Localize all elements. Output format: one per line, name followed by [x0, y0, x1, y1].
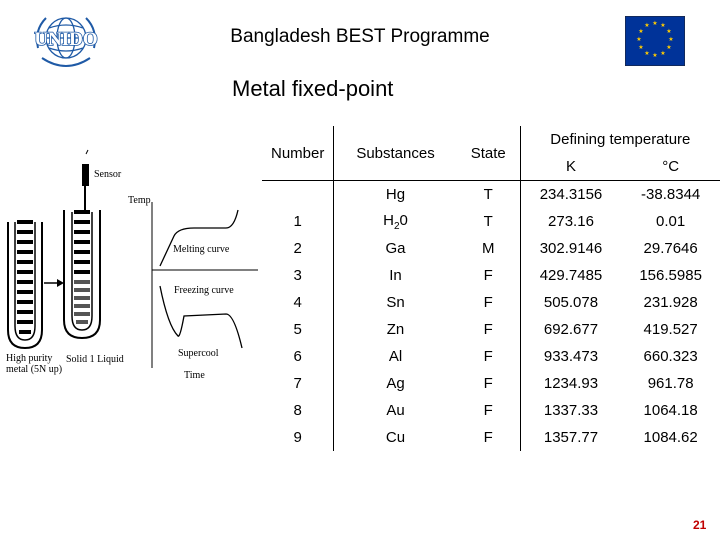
fixed-point-table — [262, 126, 720, 451]
supercool-label: Supercool — [178, 348, 219, 359]
time-axis-label: Time — [184, 370, 205, 381]
row-c: 419.527 — [643, 321, 698, 338]
row-substance: Al — [388, 348, 403, 365]
table-row — [262, 181, 720, 209]
table-row — [262, 208, 720, 235]
freezing-curve-label: Freezing curve — [174, 285, 234, 296]
row-c: 231.928 — [643, 294, 698, 311]
row-number: 9 — [262, 424, 334, 451]
row-k: 429.7485 — [539, 267, 603, 284]
row-substance: Cu — [385, 429, 406, 446]
row-c: 1064.18 — [643, 402, 698, 419]
row-k: 234.3156 — [539, 186, 603, 203]
row-number: 4 — [262, 289, 334, 316]
row-k: 692.677 — [543, 321, 599, 338]
row-k: 1337.33 — [543, 402, 599, 419]
row-state: M — [457, 235, 520, 262]
melting-curve-label: Melting curve — [173, 244, 230, 255]
row-c: 29.7646 — [643, 240, 698, 257]
row-number: 2 — [262, 235, 334, 262]
row-state: F — [457, 424, 520, 451]
row-number — [262, 181, 334, 209]
row-substance: Ga — [385, 240, 406, 257]
svg-text:★: ★ — [668, 37, 674, 43]
row-state: F — [457, 262, 520, 289]
eu-flag-icon — [625, 16, 685, 66]
table-row — [262, 235, 720, 262]
svg-text:★: ★ — [660, 23, 666, 29]
svg-text:★: ★ — [652, 53, 658, 59]
svg-text:★: ★ — [666, 29, 672, 35]
row-number: 5 — [262, 316, 334, 343]
row-substance: Au — [386, 402, 405, 419]
row-state: F — [457, 289, 520, 316]
row-c: -38.8344 — [641, 186, 701, 203]
header-k: K — [565, 158, 576, 175]
header-c: °C — [662, 158, 680, 175]
sensor-icon — [82, 164, 89, 186]
row-c: 0.01 — [656, 213, 686, 230]
row-k: 273.16 — [548, 213, 594, 230]
table-row — [262, 343, 720, 370]
temp-axis-label: Temp — [128, 195, 151, 206]
fixed-point-diagram — [0, 140, 262, 390]
row-c: 660.323 — [643, 348, 698, 365]
table-row — [262, 316, 720, 343]
row-k: 505.078 — [543, 294, 599, 311]
svg-text:★: ★ — [660, 51, 666, 57]
row-substance: Zn — [386, 321, 405, 338]
logo-text: UNIDO — [34, 29, 98, 50]
solid-liquid-label: Solid 1 Liquid — [66, 354, 124, 365]
slide-title: Metal fixed-point — [232, 76, 394, 101]
row-k: 933.473 — [543, 348, 599, 365]
row-substance: Hg — [385, 186, 406, 203]
svg-text:★: ★ — [644, 23, 650, 29]
header-title: Bangladesh BEST Programme — [230, 26, 490, 47]
row-state: T — [457, 208, 520, 235]
page-number: 21 — [693, 518, 707, 532]
row-state: F — [457, 343, 520, 370]
sensor-label: Sensor — [94, 169, 122, 180]
row-number: 8 — [262, 397, 334, 424]
row-state: F — [457, 370, 520, 397]
table-row — [262, 262, 720, 289]
table-row — [262, 424, 720, 451]
row-c: 156.5985 — [639, 267, 702, 284]
row-number: 7 — [262, 370, 334, 397]
row-state: F — [457, 316, 520, 343]
row-number: 1 — [262, 208, 334, 235]
row-k: 302.9146 — [539, 240, 603, 257]
header-defining-temperature: Defining temperature — [550, 131, 691, 148]
row-substance: Sn — [386, 294, 405, 311]
header-substances: Substances — [356, 144, 435, 162]
row-number: 6 — [262, 343, 334, 370]
row-substance: Ag — [386, 375, 405, 392]
row-k: 1234.93 — [543, 375, 599, 392]
row-state: F — [457, 397, 520, 424]
svg-text:★: ★ — [652, 21, 658, 27]
metal-label-2: metal (5N up) — [6, 364, 63, 375]
header-number: Number — [262, 126, 334, 180]
svg-text:★: ★ — [638, 45, 644, 51]
arrow-icon — [57, 279, 64, 287]
svg-text:★: ★ — [666, 45, 672, 51]
table-row — [262, 289, 720, 316]
row-substance: $H_20$ — [383, 211, 408, 232]
svg-text:★: ★ — [636, 37, 642, 43]
row-c: 961.78 — [647, 375, 694, 392]
row-state: T — [457, 181, 520, 209]
svg-text:★: ★ — [644, 51, 650, 57]
metal-label-1: High purity — [6, 353, 53, 364]
row-number: 3 — [262, 262, 334, 289]
row-substance: In — [389, 267, 402, 284]
table-row — [262, 397, 720, 424]
row-k: 1357.77 — [543, 429, 599, 446]
row-c: 1084.62 — [643, 429, 698, 446]
table-row — [262, 370, 720, 397]
header-state: State — [457, 126, 520, 180]
svg-text:★: ★ — [638, 29, 644, 35]
